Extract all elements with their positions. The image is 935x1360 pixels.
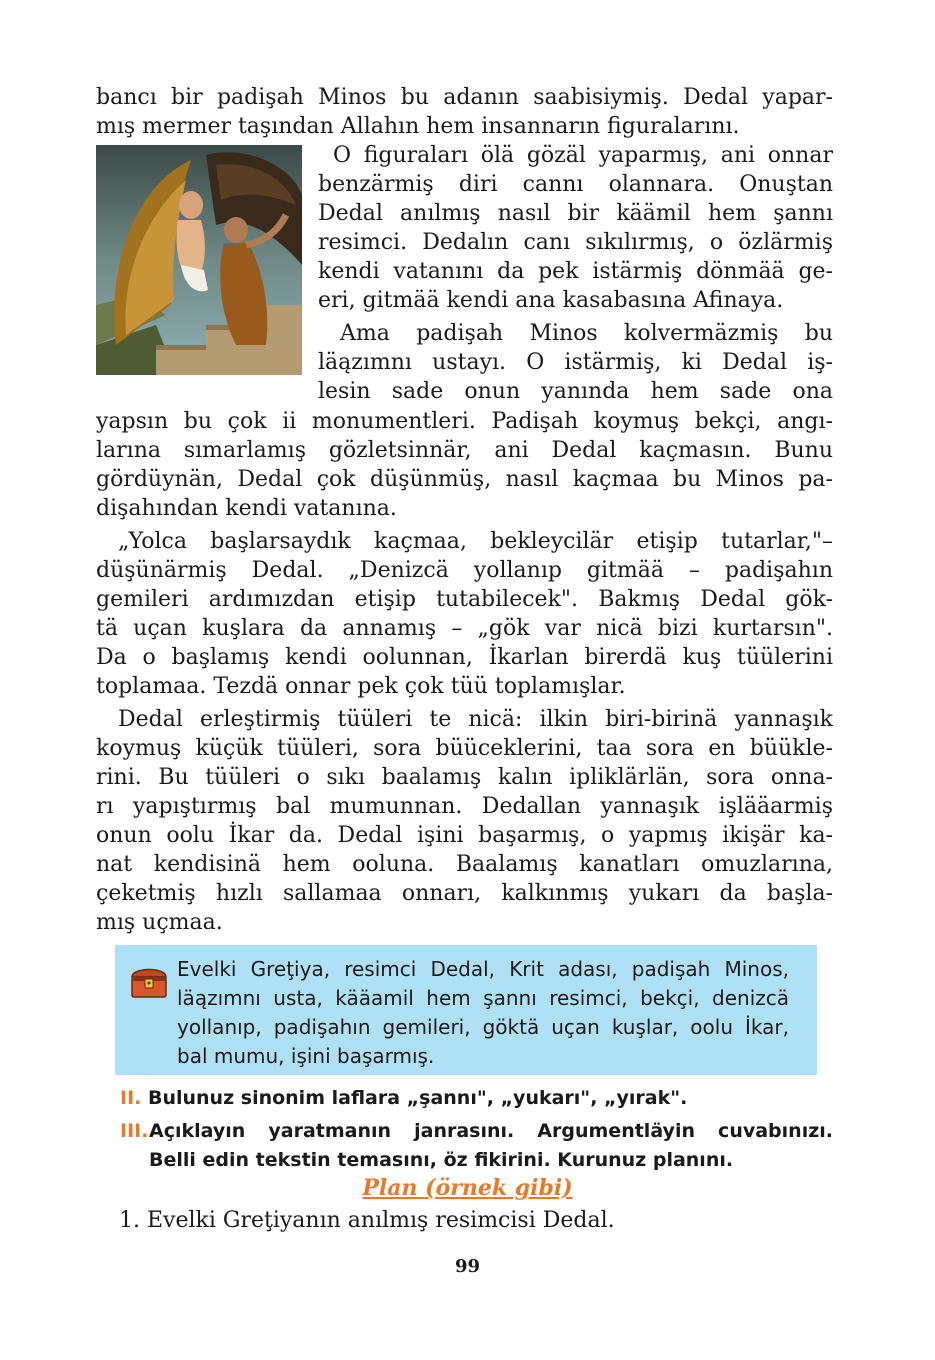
text-line: tä uçan kuşlara da annamış – „gök var nicä bizi kurtarsın". — [96, 616, 833, 641]
text-line: benzärmiş diri cannı olannara. Onuştan — [318, 172, 833, 197]
text-line: dişahından kendi vatanına. — [96, 496, 397, 521]
text-line: rı yapıştırmış bal mumunnan. Dedallan yannaşık işlääarmiş — [96, 794, 833, 819]
text-line: eri, gitmää kendi ana kasabasına Afinaya. — [318, 288, 784, 313]
text-line: nat kendisinä hem ooluna. Baalamış kanatları omuzlarına, — [96, 852, 833, 877]
text-line: lesin sade onun yanında hem sade ona — [318, 379, 833, 404]
vocabulary-line: bal mumu, işini başarmış. — [177, 1044, 435, 1068]
task-number: III. — [120, 1120, 149, 1142]
task-number: II. — [120, 1087, 142, 1109]
text-line: Dedal erleştirmiş tüüleri te nicä: ilkin biri-birinä yannaşık — [118, 707, 833, 732]
text-line: düşünärmiş Dedal. „Denizcä yollanıp gitmää – padişahın — [96, 558, 833, 583]
vocabulary-line: läązımnı usta, kääamil hem şannı resimci, bekçi, denizcä — [177, 986, 789, 1010]
text-line: läązımnı ustayı. O istärmiş, ki Dedal iş- — [318, 350, 833, 375]
text-line: „Yolca başlarsaydık kaçmaa, bekleycilär etişip tutarlar,"– — [118, 529, 833, 554]
text-line: mış mermer taşından Allahın hem insannarın figuralarını. — [96, 114, 740, 139]
text-line: çeketmiş hızlı sallamaa onnarı, kalkınmış yukarı da başla- — [96, 881, 833, 906]
daedalus-icarus-illustration — [96, 145, 302, 375]
vocabulary-line: yollanıp, padişahın gemileri, göktä uçan kuşlar, oolu İkar, — [177, 1015, 789, 1039]
plan-item: 1. Evelki Greţiyanın anılmış resimcisi Dedal. — [119, 1208, 615, 1233]
text-line: resimci. Dedalın canı sıkılırmış, o özlärmiş — [318, 230, 833, 255]
task-text: Açıklayın yaratmanın janrasını. Argumentläyin cuvabınızı. — [149, 1120, 833, 1142]
text-line: Dedal anılmış nasıl bir käämil hem şannı — [318, 201, 833, 226]
treasure-chest-icon — [129, 963, 169, 1001]
page-number: 99 — [454, 1256, 481, 1277]
text-line: Ama padişah Minos kolvermäzmiş bu — [340, 321, 833, 346]
text-line: kendi vatanını da pek istärmiş dönmää ge- — [318, 259, 833, 284]
text-line: larına sımarlamış gözletsinnär, ani Dedal kaçmasın. Bunu — [96, 438, 833, 463]
text-line: rini. Bu tüüleri o sıkı baalamış kalın ipliklärlän, sora onna- — [96, 765, 833, 790]
text-line: Da o başlamış kendi oolunnan, İkarlan birerdä kuş tüülerini — [96, 645, 833, 670]
text-line: toplamaa. Tezdä onnar pek çok tüü toplamışlar. — [96, 674, 626, 699]
task-text: Belli edin tekstin temasını, öz fikirini. Kurunuz planını. — [149, 1149, 734, 1171]
text-line: mış uçmaa. — [96, 910, 223, 935]
vocabulary-line: Evelki Greţiya, resimci Dedal, Krit adası, padişah Minos, — [177, 957, 789, 981]
text-line: koymuş küçük tüüleri, sora büüceklerini, taa sora en büükle- — [96, 736, 833, 761]
task-text: Bulunuz sinonim laflara „şannı", „yukarı", „yırak". — [147, 1087, 688, 1109]
task-2 — [120, 1084, 687, 1113]
vocabulary-box — [115, 945, 817, 1075]
plan-title: Plan (örnek gibi) — [362, 1175, 573, 1201]
text-line: yapsın bu çok ii monumentleri. Padişah koymuş bekçi, angı- — [96, 409, 833, 434]
text-line: gemileri ardımızdan etişip tutabilecek". Bakmış Dedal gök- — [96, 587, 833, 612]
text-line: onun oolu İkar da. Dedal işini başarmış, o yapmış ikişär ka- — [96, 823, 833, 848]
text-line: bancı bir padişah Minos bu adanın saabisiymiş. Dedal yapar- — [96, 85, 833, 110]
text-line: O figuraları ölä gözäl yaparmış, ani onnar — [333, 143, 833, 168]
text-line: gördüynän, Dedal çok düşünmüş, nasıl kaçmaa bu Minos pa- — [96, 467, 833, 492]
